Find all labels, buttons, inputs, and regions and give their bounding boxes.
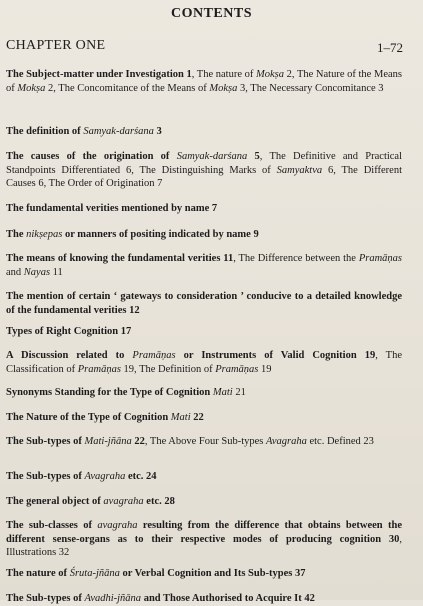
entry-text: Pramāṇas [77, 363, 121, 375]
entry-text: 5 [247, 151, 260, 162]
entry-text: 19 [258, 363, 272, 375]
entry-text: Pramāṇas [132, 350, 176, 361]
contents-entry [6, 435, 402, 449]
entry-text: etc. 24 [125, 471, 157, 482]
entry-text: The means of knowing the fundamental verities 11 [6, 253, 234, 264]
contents-entry [6, 349, 402, 376]
entry-text: 21 [232, 387, 246, 398]
chapter-page-range: 1–72 [377, 40, 403, 55]
entry-text: Śruta-jñāna [69, 568, 120, 579]
entry-text: 19, The Definition of [120, 363, 216, 375]
entry-text: The Subject-matter under Investigation 1 [6, 69, 192, 80]
entry-text: , Illustrations 32 [6, 533, 402, 558]
entry-text: Pramāṇas [358, 253, 402, 264]
entry-text: etc. Defined 23 [306, 436, 374, 447]
contents-entry [6, 202, 402, 216]
entry-text: The Sub-types of [6, 471, 85, 482]
entry-text: Avagraha [266, 436, 307, 447]
entry-text: Synonyms Standing for the Type of Cognition [6, 387, 213, 398]
entry-text: 11 [50, 266, 63, 278]
entry-text: The nature of [6, 568, 70, 579]
entry-text: or manners of positing indicated by name 9 [62, 229, 259, 240]
entry-text: 22 [131, 436, 145, 447]
contents-entry [6, 411, 402, 425]
entry-text: and [6, 266, 24, 278]
entry-text: Samyak-darśana [176, 151, 248, 162]
entry-text: The mention of certain ‘ gateways to consideration ’ conducive to a detailed knowledge of the fundamental verities 12 [6, 291, 402, 316]
entry-text: The causes of the origination of [6, 151, 177, 162]
entry-text: nikṣepas [26, 229, 63, 240]
entry-text: The Nature of the Type of Cognition [6, 412, 171, 423]
entry-text: avagraha [97, 520, 138, 531]
contents-heading: CONTENTS [170, 6, 253, 21]
entry-text: Mokṣa [17, 82, 46, 94]
contents-entry [6, 470, 402, 484]
entry-text: Mokṣa [256, 69, 285, 80]
entry-text: Pramāṇas [215, 363, 259, 375]
entry-text: Mokṣa [209, 82, 238, 94]
contents-entry [6, 252, 402, 279]
entry-text: Mati-jñāna [84, 436, 132, 447]
entry-text: Avagraha [84, 471, 126, 482]
contents-entry [6, 125, 402, 139]
contents-entry [6, 519, 402, 560]
entry-text: 3, The Necessary Concomitance 3 [237, 82, 384, 94]
entry-text: resulting from the difference that obtains between the different sense-organs as to their respective modes of producing cognition 30 [6, 520, 402, 545]
entry-text: The [6, 229, 27, 240]
entry-text: and Those Authorised to Acquire It 42 [141, 593, 315, 604]
entry-text: , The Definitive and Practical Standpoints Differentiated 6, The Distinguishing Marks of [6, 151, 403, 176]
entry-text: Samyak-darśana [83, 126, 154, 137]
contents-entry [6, 290, 402, 317]
entry-text: 2, The Concomitance of the Means of [45, 82, 210, 94]
entry-text: avagraha [103, 496, 144, 507]
entry-text: Avadhi-jñāna [84, 593, 142, 604]
entry-text: or Instruments of Valid Cognition 19 [175, 350, 376, 361]
entry-text: , The Classification of [6, 350, 402, 375]
entry-text: The Sub-types of [6, 436, 85, 447]
entry-text: The definition of [6, 126, 84, 137]
entry-text: The Sub-types of [6, 593, 85, 604]
entry-text: 6, The Different Causes 6, The Order of Origination 7 [6, 164, 402, 189]
entry-text: Mati [170, 412, 191, 423]
entry-text: The fundamental verities mentioned by name 7 [6, 203, 218, 214]
entry-text: , The nature of [191, 69, 257, 80]
entry-text: A Discussion related to [6, 350, 133, 361]
contents-entry [6, 68, 402, 95]
contents-entry [6, 592, 402, 606]
entry-text: Nayas [23, 266, 51, 278]
entry-text: Samyaktva [276, 164, 323, 176]
chapter-title: CHAPTER ONE [6, 38, 106, 53]
entry-text: 2, The Nature of the Means of [6, 69, 402, 94]
entry-text: 3 [153, 126, 162, 137]
contents-entry [6, 386, 402, 400]
entry-text: Mati [212, 387, 233, 398]
entry-text: , The Difference between the [233, 253, 359, 264]
entry-text: 22 [190, 412, 204, 423]
entry-text: Types of Right Cognition 17 [6, 326, 132, 337]
entry-text: , The Above Four Sub-types [144, 436, 266, 447]
contents-entry [6, 567, 402, 581]
contents-entry [6, 325, 402, 339]
contents-entry [6, 495, 402, 509]
entry-text: etc. 28 [143, 496, 175, 507]
entry-text: The sub-classes of [6, 520, 98, 531]
contents-entry [6, 150, 402, 191]
contents-entry [6, 228, 402, 242]
entry-text: or Verbal Cognition and Its Sub-types 37 [119, 568, 306, 579]
entry-text: The general object of [6, 496, 104, 507]
